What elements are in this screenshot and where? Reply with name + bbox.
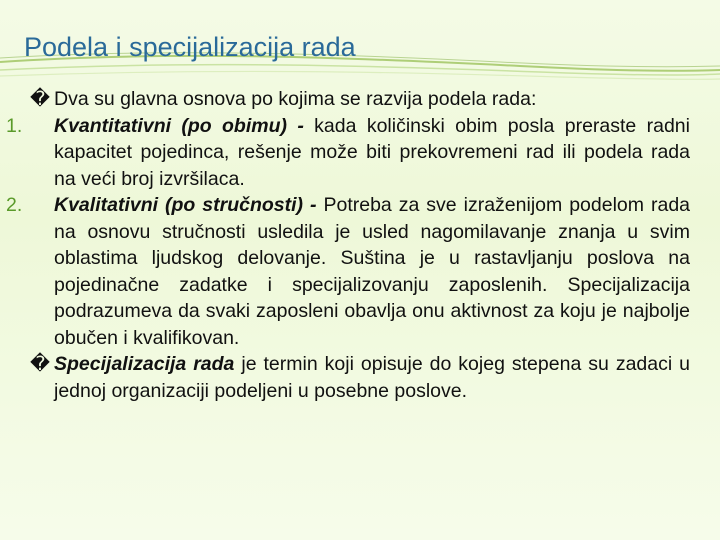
list-number: 1.: [6, 114, 23, 137]
intro-paragraph: [30, 86, 690, 113]
list-item-1: [6, 113, 690, 193]
conclusion-paragraph: [30, 351, 690, 404]
slide-title: Podela i specijalizacija rada: [24, 32, 356, 62]
bullet-glyph: �: [30, 88, 50, 110]
list-item-text: kada količinski obim posla preraste radni kapacitet pojedinca, rešenje može biti prekovremeni rad ili podela rada na veći broj izvršilaca.: [54, 114, 690, 190]
list-item-term: Kvalitativni (po stručnosti) -: [54, 194, 317, 216]
title-area: [0, 0, 720, 82]
list-item-text: Potreba za sve izraženijom podelom rada na osnovu stručnosti usledila je usled nagomilavanje znanja u svim oblastima ljudskog delovanje. Suština je u rastavljanju poslova na pojedinačne zadatke i specijalizovanju zaposlenih. Specijalizacija podrazumeva da svaki zaposleni obavlja onu aktivnost za koju je najbolje obučen i kvalifikovan.: [54, 194, 691, 349]
list-number: 2.: [6, 194, 23, 216]
bullet-glyph: �: [30, 353, 50, 375]
conclusion-term: Specijalizacija rada: [54, 353, 235, 375]
list-item-body: [54, 192, 690, 351]
conclusion-text: je termin koji opisuje do kojeg stepena su zadaci u jednoj organizaciji podeljeni u posebne poslove.: [54, 353, 690, 402]
list-item-2: [6, 192, 690, 351]
conclusion-body: [54, 351, 690, 404]
list-item-term: Kvantitativni (po obimu) -: [54, 114, 304, 137]
slide-content: [6, 86, 691, 404]
intro-text: Dva su glavna osnova po kojima se razvija podela rada:: [54, 88, 537, 110]
list-item-body: [54, 113, 690, 193]
